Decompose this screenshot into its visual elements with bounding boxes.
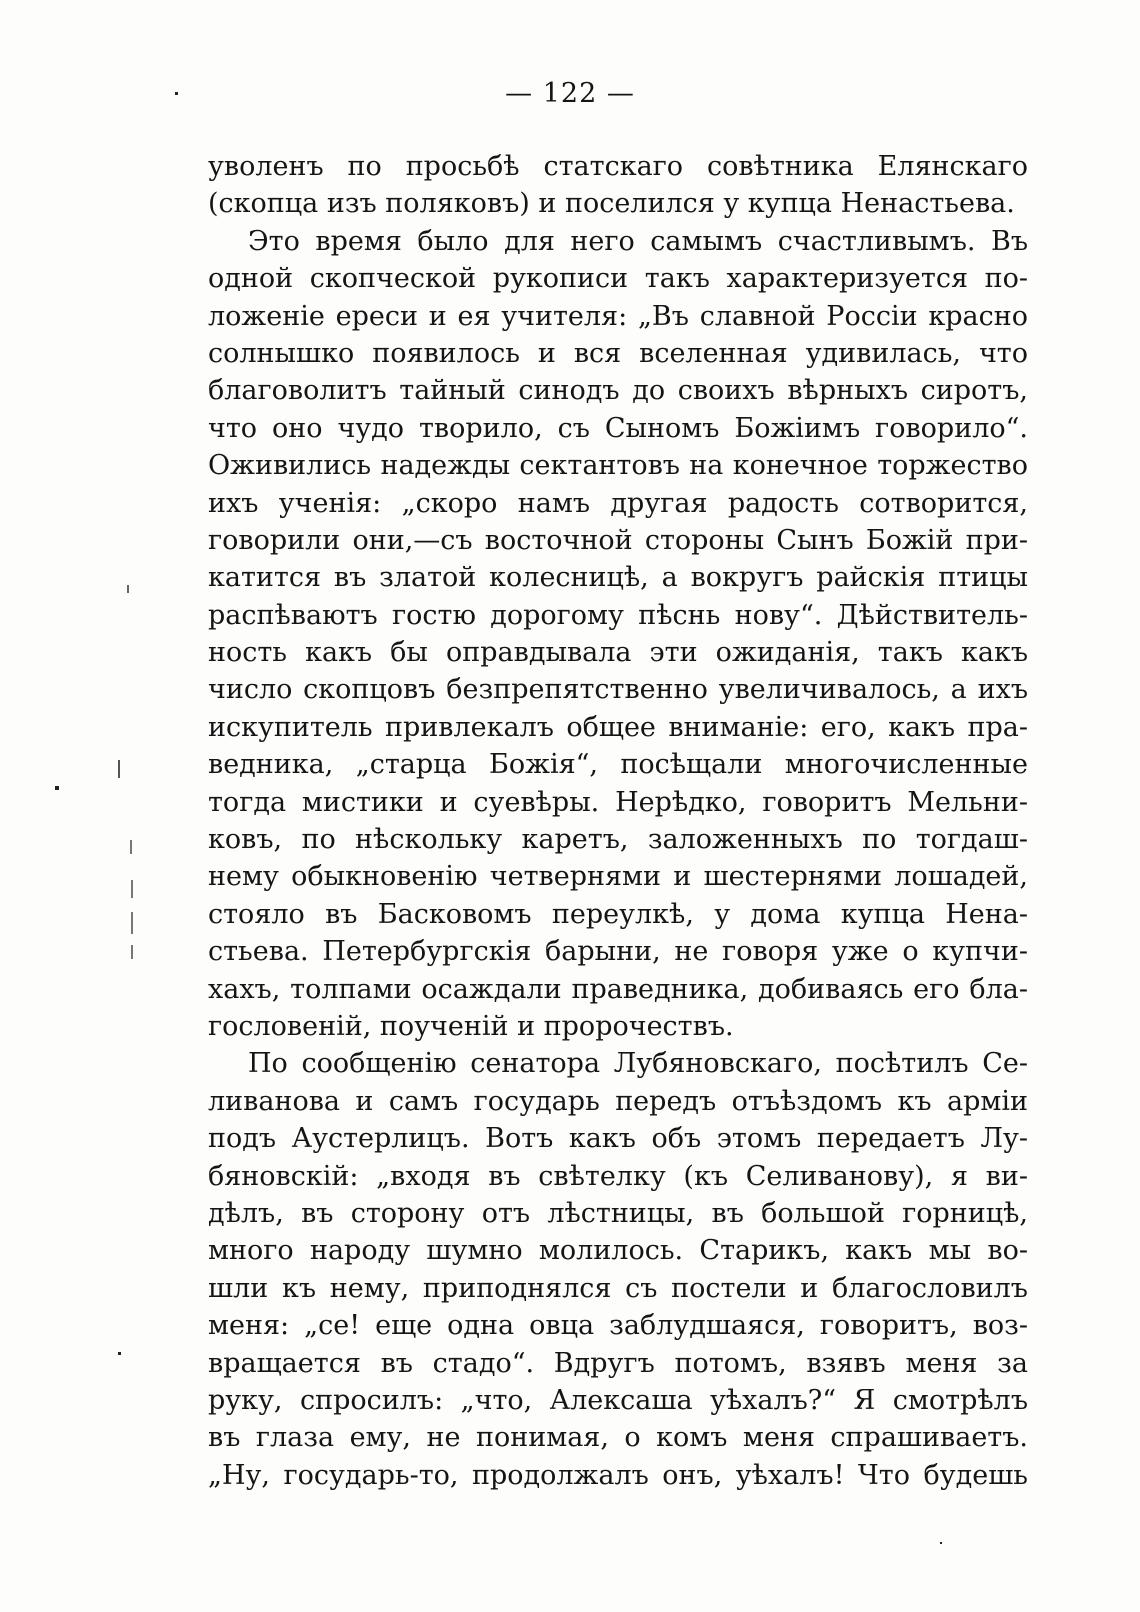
text-line: ложеніе ереси и ея учителя: „Въ славной Россіи красно [208,300,1028,332]
text-line: нему обыкновенію четвернями и шестернями лошадей, [208,861,1028,893]
text-line: въ глаза ему, не понимая, о комъ меня спрашиваетъ. [208,1422,1028,1454]
paragraph [208,223,1028,1046]
text-line: распѣваютъ гостю дорогому пѣснь нову“. Дѣйствитель- [208,599,1028,631]
scan-speck [940,1542,942,1544]
text-line: подъ Аустерлицъ. Вотъ какъ объ этомъ передаетъ Лу- [208,1123,1028,1155]
text-line: По сообщенію сенатора Лубяновскаго, посѣтилъ Се- [248,1048,1028,1080]
text-line: говорили они,—съ восточной стороны Сынъ Божій при- [208,524,1028,556]
text-line: руку, спросилъ: „что, Алексаша уѣхалъ?“ Я смотрѣлъ [208,1384,1028,1416]
scan-speck [55,786,59,790]
text-line: уволенъ по просьбѣ статскаго совѣтника Елянскаго [208,151,1028,182]
text-line: бяновскій: „входя въ свѣтелку (къ Селиванову), я ви- [208,1160,1028,1192]
text-line: Оживились надежды сектантовъ на конечное торжество [208,450,1028,482]
text-line: что оно чудо творило, съ Сыномъ Божіимъ говорило“. [208,412,1028,444]
text-line: меня: „се! еще одна овца заблудшаяся, говоритъ, воз- [208,1310,1028,1342]
text-line: число скопцовъ безпрепятственно увеличивалось, а ихъ [208,674,1028,706]
text-line: гословеній, поученій и пророчествъ. [208,1010,734,1042]
text-line: (скопца изъ поляковъ) и поселился у купца Ненастьева. [208,188,1015,220]
text-line: катится въ златой колесницѣ, а вокругъ райскія птицы [208,562,1028,594]
text-line: хахъ, толпами осаждали праведника, добиваясь его бла- [208,973,1028,1005]
text-line: одной скопческой рукописи такъ характеризуется по- [208,263,1028,295]
text-line: шли къ нему, приподнялся съ постели и благословилъ [208,1272,1028,1304]
text-line: тогда мистики и суевѣры. Нерѣдко, говоритъ Мельни- [208,786,1028,818]
text-line: ливанова и самъ государь передъ отъѣздомъ къ арміи [208,1085,1028,1117]
scan-speck [118,1352,121,1355]
text-line: много народу шумно молилось. Старикъ, какъ мы во- [208,1235,1028,1267]
text-line: стьева. Петербургскія барыни, не говоря уже о купчи- [208,936,1028,968]
text-line: ковъ, по нѣскольку каретъ, заложенныхъ по тогдаш- [208,824,1028,856]
body-text [208,148,1028,1494]
text-line: искупитель привлекалъ общее вниманіе: его, какъ пра- [208,711,1028,743]
paragraph [208,1045,1028,1494]
scan-speck [131,880,133,898]
scan-speck [131,945,133,959]
paragraph [208,148,1028,223]
text-line: вращается въ стадо“. Вдругъ потомъ, взявъ меня за [208,1347,1028,1379]
text-line: дѣлъ, въ сторону отъ лѣстницы, въ большой горницѣ, [208,1197,1028,1229]
text-line: стояло въ Басковомъ переулкѣ, у дома купца Нена- [208,898,1028,930]
scan-speck [131,912,133,934]
text-line: ихъ ученія: „скоро намъ другая радость сотворится, [208,487,1028,519]
text-line: ность какъ бы оправдывала эти ожиданія, такъ какъ [208,637,1028,669]
text-line: „Ну, государь-то, продолжалъ онъ, уѣхалъ! Что будешь [208,1459,1028,1491]
text-line: Это время было для него самымъ счастливымъ. Въ [248,225,1028,257]
text-line: солнышко появилось и вся вселенная удивилась, что [208,337,1028,369]
page-number: — 122 — [505,78,635,109]
text-line: ведника, „старца Божія“, посѣщали многочисленные [208,749,1028,781]
scan-speck [118,760,120,778]
text-line: благоволитъ тайный синодъ до своихъ вѣрныхъ сиротъ, [208,375,1028,407]
scan-speck [130,840,132,854]
scan-speck [127,585,129,593]
